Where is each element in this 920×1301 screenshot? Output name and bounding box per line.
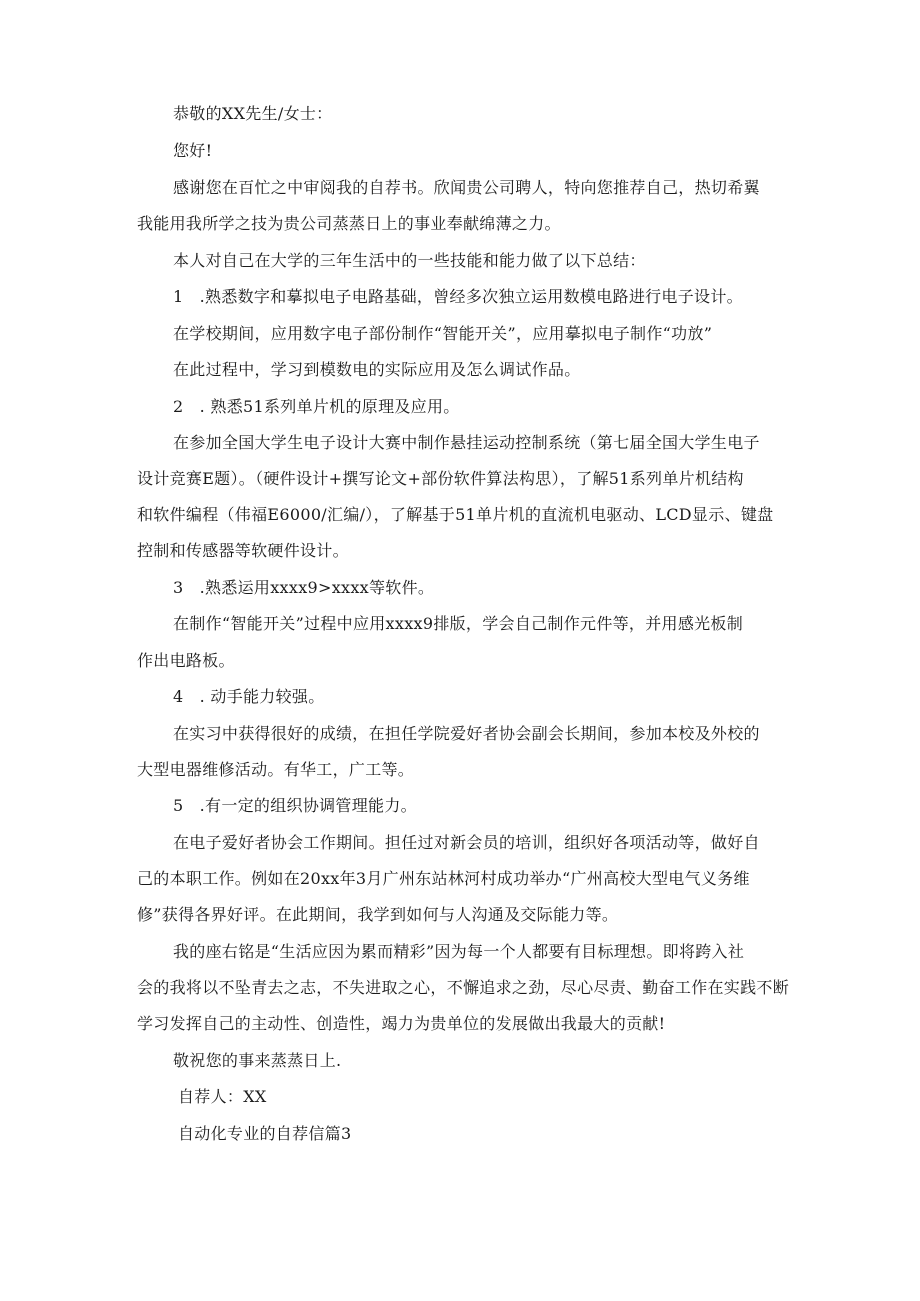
summary-intro: 本人对自己在大学的三年生活中的一些技能和能力做了以下总结： — [173, 251, 646, 270]
item-2-line-3: 和软件编程（伟福E6000/汇编/），了解基于51单片机的直流机电驱动、LCD显示、键盘 — [137, 505, 774, 524]
item-5-line-1: 在电子爱好者协会工作期间。担任过对新会员的培训，组织好各项活动等，做好自 — [173, 833, 760, 852]
item-5-line-3: 修”获得各界好评。在此期间，我学到如何与人沟通及交际能力等。 — [137, 905, 619, 924]
salutation: 恭敬的XX先生/女士： — [173, 104, 333, 123]
next-section-title: 自动化专业的自荐信篇3 — [178, 1124, 352, 1143]
item-4-line-2: 大型电器维修活动。有华工，广工等。 — [137, 760, 415, 779]
motto-line-2: 会的我将以不坠青去之志，不失进取之心，不懈追求之劲，尽心尽责、勤奋工作在实践不断 — [137, 978, 790, 997]
intro-line-2: 我能用我所学之技为贵公司蒸蒸日上的事业奉献绵薄之力。 — [137, 214, 561, 233]
item-3-line-1: 在制作“智能开关”过程中应用xxxx9排版，学会自己制作元件等，并用感光板制 — [173, 614, 744, 633]
item-1-line-2: 在此过程中，学习到模数电的实际应用及怎么调试作品。 — [173, 360, 581, 379]
intro-line-1: 感谢您在百忙之中审阅我的自荐书。欣闻贵公司聘人，特向您推荐自己，热切希翼 — [173, 178, 760, 197]
item-2-heading: 2 . 熟悉51系列单片机的原理及应用。 — [173, 397, 460, 416]
item-2-line-2: 设计竞赛E题）。（硬件设计+撰写论文+部份软件算法构思），了解51系列单片机结构 — [137, 469, 744, 488]
item-1-line-1: 在学校期间，应用数字电子部份制作“智能开关”，应用摹拟电子制作“功放” — [173, 324, 713, 343]
item-2-line-1: 在参加全国大学生电子设计大赛中制作悬挂运动控制系统（第七届全国大学生电子 — [173, 433, 760, 452]
motto-line-3: 学习发挥自己的主动性、创造性，竭力为贵单位的发展做出我最大的贡献! — [137, 1014, 666, 1033]
motto-line-1: 我的座右铭是“生活应因为累而精彩”因为每一个人都要有目标理想。即将跨入社 — [173, 942, 745, 961]
item-3-line-2: 作出电路板。 — [137, 651, 235, 670]
item-3-heading: 3 .熟悉运用xxxx9>xxxx等软件。 — [173, 578, 435, 597]
greeting: 您好! — [173, 141, 213, 160]
item-5-heading: 5 .有一定的组织协调管理能力。 — [173, 796, 417, 815]
signature: 自荐人：XX — [178, 1087, 267, 1106]
item-1-heading: 1 .熟悉数字和摹拟电子电路基础，曾经多次独立运用数模电路进行电子设计。 — [173, 287, 743, 306]
item-5-line-2: 己的本职工作。例如在20xx年3月广州东站林河村成功举办“广州高校大型电气义务维 — [137, 869, 750, 888]
item-4-line-1: 在实习中获得很好的成绩，在担任学院爱好者协会副会长期间，参加本校及外校的 — [173, 724, 760, 743]
closing: 敬祝您的事来蒸蒸日上. — [173, 1051, 342, 1070]
item-4-heading: 4 . 动手能力较强。 — [173, 687, 325, 706]
item-2-line-4: 控制和传感器等软硬件设计。 — [137, 541, 349, 560]
